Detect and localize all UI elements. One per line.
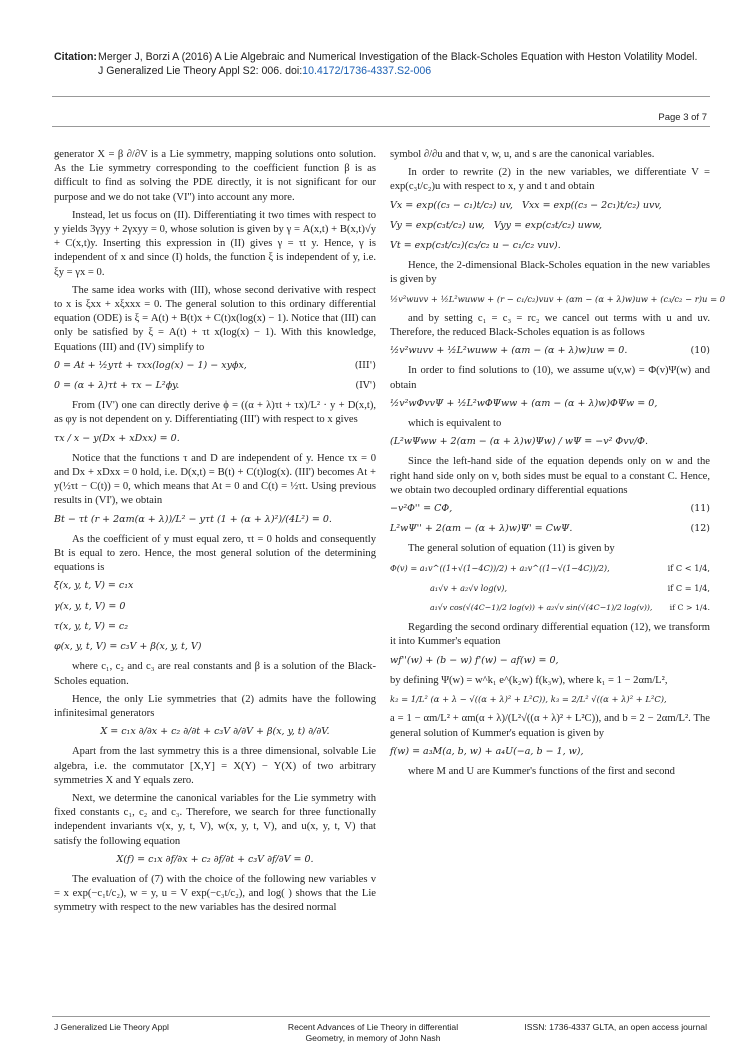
paragraph: The general solution of equation (11) is given by: [408, 543, 615, 555]
equation: Bt − τt (r + 2αm(α + λ))/L² − yτt (1 + (α + λ)²)/(4L²) = 0.: [54, 513, 332, 525]
equation: k₂ = 1/L² (α + λ − √((α + λ)² + L²C)), k₃ = 2/L² √((α + λ)² + L²C),: [390, 694, 667, 705]
paragraph: and by setting c₁ = c₃ = rc₂ we cancel out terms with u and uv. Therefore, the reduced Black-Scholes equation is as follows: [390, 312, 710, 339]
derivative-pair: Vy = exp(c₃t/c₂) uw, Vyy = exp(c₃t/c₂) uww,: [390, 219, 603, 231]
left-column: [54, 148, 376, 920]
paragraph: generator X = β ∂/∂V is a Lie symmetry, mapping solutions onto solution. As the Lie symmetry corresponding to the coefficient function β is as difficult to find as solving the PDE directly, it is not significant for our purpose and we do not take (VI'') into account any more.: [54, 149, 376, 203]
solution-line: ξ(x, y, t, V) = c₁x: [54, 580, 134, 592]
paragraph: where c₁, c₂ and c₃ are real constants and β is a solution of the Black-Scholes equation.: [54, 661, 376, 687]
solution-line: γ(x, y, t, V) = 0: [54, 600, 126, 612]
equation-10: ½v²wuvv + ½L²wuww + (αm − (α + λ)w)uw = 0. (10): [390, 345, 710, 357]
paragraph: Hence, the 2-dimensional Black-Scholes equation in the new variables is given by: [390, 260, 710, 286]
citation-text: Merger J, Borzi A (2016) A Lie Algebraic and Numerical Investigation of the Black-Scholes Equation with Heston Volatility Model. J Generalized Lie Theory Appl S2: 006. doi:: [98, 51, 698, 77]
equation: X = c₁x ∂/∂x + c₂ ∂/∂t + c₃V ∂/∂V + β(x, y, t) ∂/∂V.: [100, 726, 330, 738]
footer-issn: ISSN: 1736-4337 GLTA, an open access journal: [524, 1022, 707, 1032]
paragraph: Apart from the last symmetry this is a three dimensional, solvable Lie algebra, i.e. the commutator [X,Y] = X(Y) − Y(X) of two arbitrary symmetries X and Y equals zero.: [54, 746, 376, 786]
paragraph: which is equivalent to: [408, 418, 502, 430]
derivative-pair: Vx = exp((c₃ − c₁)t/c₂) uv, Vxx = exp((c₃ − 2c₁)t/c₂) uvv,: [390, 199, 662, 211]
paragraph: As the coefficient of y must equal zero, τt = 0 holds and consequently Bt is equal to zero. Hence, the most general solution of the determining equations is: [54, 533, 376, 574]
paragraph: Instead, let us focus on (II). Differentiating it two times with respect to y yields 3γyy + 2γxyy = 0, whose solution is given by γ = A(x,t) + B(x,t)√y + C(x,t)y. Inserting this expression in (II) gives γ = τt y. Hence, γ is independent of x and since (I) holds, the function ξ is independent of y, i.e. ξy = γx = 0.: [54, 209, 376, 278]
paragraph: a = 1 − αm/L² + αm(α + λ)/(L²√((α + λ)² + L²C)), and b = 2 − 2αm/L². The general solution of Kummer's equation is given by: [390, 713, 710, 739]
equation-iii-prime: 0 = At + ½yτt + τxx(log(x) − 1) − xyϕx, (III'): [54, 359, 376, 371]
paragraph: Next, we determine the canonical variables for the Lie symmetry with fixed constants c₁, c₂ and c₃. Therefore, we search for three functionally independent invariants v(x, y, t, V), w(x, y, t, V), and u(x, y, t, V) that satisfy the following equation: [54, 792, 376, 847]
page-number: Page 3 of 7: [658, 112, 707, 123]
footer-issue: Recent Advances of Lie Theory in differential Geometry, in memory of John Nash: [287, 1022, 459, 1043]
case-2: a₁√v + a₂√v log(v), if C = 1/4,: [430, 582, 710, 593]
solution-line: φ(x, y, t, V) = c₃V + β(x, y, t, V): [54, 641, 202, 653]
footer-journal: J Generalized Lie Theory Appl: [54, 1022, 169, 1032]
equation: (L²wΨww + 2(αm − (α + λ)w)Ψw) / wΨ = −v² Φvv/Φ.: [390, 436, 648, 448]
citation-doi-link[interactable]: 10.4172/1736-4337.S2-006: [302, 65, 432, 77]
solution-line: τ(x, y, t, V) = c₂: [54, 620, 129, 632]
header-rule: [52, 96, 710, 97]
equation: τx / x − y(Dx + xDxx) = 0.: [54, 432, 180, 444]
paragraph: In order to rewrite (2) in the new variables, we differentiate V = exp(c₃t/c₂)u with respect to x, y and t and obtain: [390, 167, 710, 193]
paragraph: by defining Ψ(w) = w^k₁ e^(k₂w) f(k₃w), where k₁ = 1 − 2αm/L²,: [390, 674, 668, 686]
paragraph: Hence, the only Lie symmetries that (2) admits have the following infinitesimal generators: [54, 693, 376, 719]
equation-iv-prime: 0 = (α + λ)τt + τx − L²ϕy. (IV'): [54, 380, 376, 392]
right-column: [390, 148, 726, 783]
paragraph: Notice that the functions τ and D are independent of y. Hence τx = 0 and Dx + xDxx = 0 hold, i.e. D(x,t) = B(t) + C(t)log(x). (III') becomes At + y(½τt − C(t)) = 0, which means that At = 0 and C(t) = ½τt. Using previous results in (VI'), we obtain: [54, 452, 376, 507]
equation: ½v²wuvv + ½L²wuww + (r − c₁/c₂)vuv + (αm − (α + λ)w)uw + (c₃/c₂ − r)u = 0: [390, 293, 726, 304]
paragraph: In order to find solutions to (10), we assume u(v,w) = Φ(v)Ψ(w) and obtain: [390, 365, 711, 391]
paragraph: Since the left-hand side of the equation depends only on w and the right hand side only on v, both sides must be equal to a constant C. Hence, we obtain two decoupled ordinary differential equations: [390, 456, 710, 496]
paragraph: Regarding the second ordinary differential equation (12), we transform it into Kummer's equation: [390, 622, 710, 648]
case-1: Φ(v) = a₁v^((1+√(1−4C))/2) + a₂v^((1−√(1−4C))/2), if C < 1/4,: [390, 562, 710, 573]
paragraph: From (IV') one can directly derive ϕ = ((α + λ)τt + τx)/L² · y + D(x,t), as φy is not dependent on y. Differentiating (III') with respect to x gives: [54, 400, 376, 426]
paragraph: The same idea works with (III), whose second derivative with respect to x is ξxx + xξxxx = 0. The general solution to this ordinary differential equation (ODE) is ξ = A(t) + B(t)x + C(t)x(log(x) − 1). Notice that (III) can only be satisfied by ξ = A(t) + τt x(log(x) − 1). With this knowledge, Equations (III) and (IV) simplify to: [54, 284, 376, 353]
equation: wf''(w) + (b − w) f'(w) − af(w) = 0,: [390, 654, 559, 666]
paragraph: where M and U are Kummer's functions of the first and second: [408, 765, 675, 777]
footer-rule: [52, 1016, 710, 1017]
derivative-line: Vt = exp(c₃t/c₂)(c₃/c₂ u − c₁/c₂ vuv).: [390, 240, 561, 252]
paragraph: The evaluation of (7) with the choice of the following new variables v = x exp(−c₁t/c₂), w = y, u = V exp(−c₃t/c₂), and log( ) shows that the Lie symmetry with respect to the new variables has the desired normal: [54, 873, 376, 914]
paragraph: symbol ∂/∂u and that v, w, u, and s are the canonical variables.: [390, 149, 655, 160]
citation: [54, 50, 704, 77]
equation: ½v²wΦvvΨ + ½L²wΦΨww + (αm − (α + λ)w)ΦΨw = 0,: [390, 397, 658, 409]
case-3: a₁√v cos(√(4C−1)/2 log(v)) + a₂√v sin(√(4C−1)/2 log(v)), if C > 1/4.: [430, 603, 710, 613]
equation-11: −v²Φ'' = CΦ, (11): [390, 503, 710, 515]
equation: X(f) = c₁x ∂f/∂x + c₂ ∂f/∂t + c₃V ∂f/∂V = 0.: [116, 853, 314, 865]
header-rule-2: [52, 126, 710, 127]
equation: f(w) = a₃M(a, b, w) + a₄U(−a, b − 1, w),: [390, 745, 584, 757]
citation-label: Citation:: [54, 51, 97, 63]
equation-12: L²wΨ'' + 2(αm − (α + λ)w)Ψ' = CwΨ. (12): [390, 523, 710, 535]
